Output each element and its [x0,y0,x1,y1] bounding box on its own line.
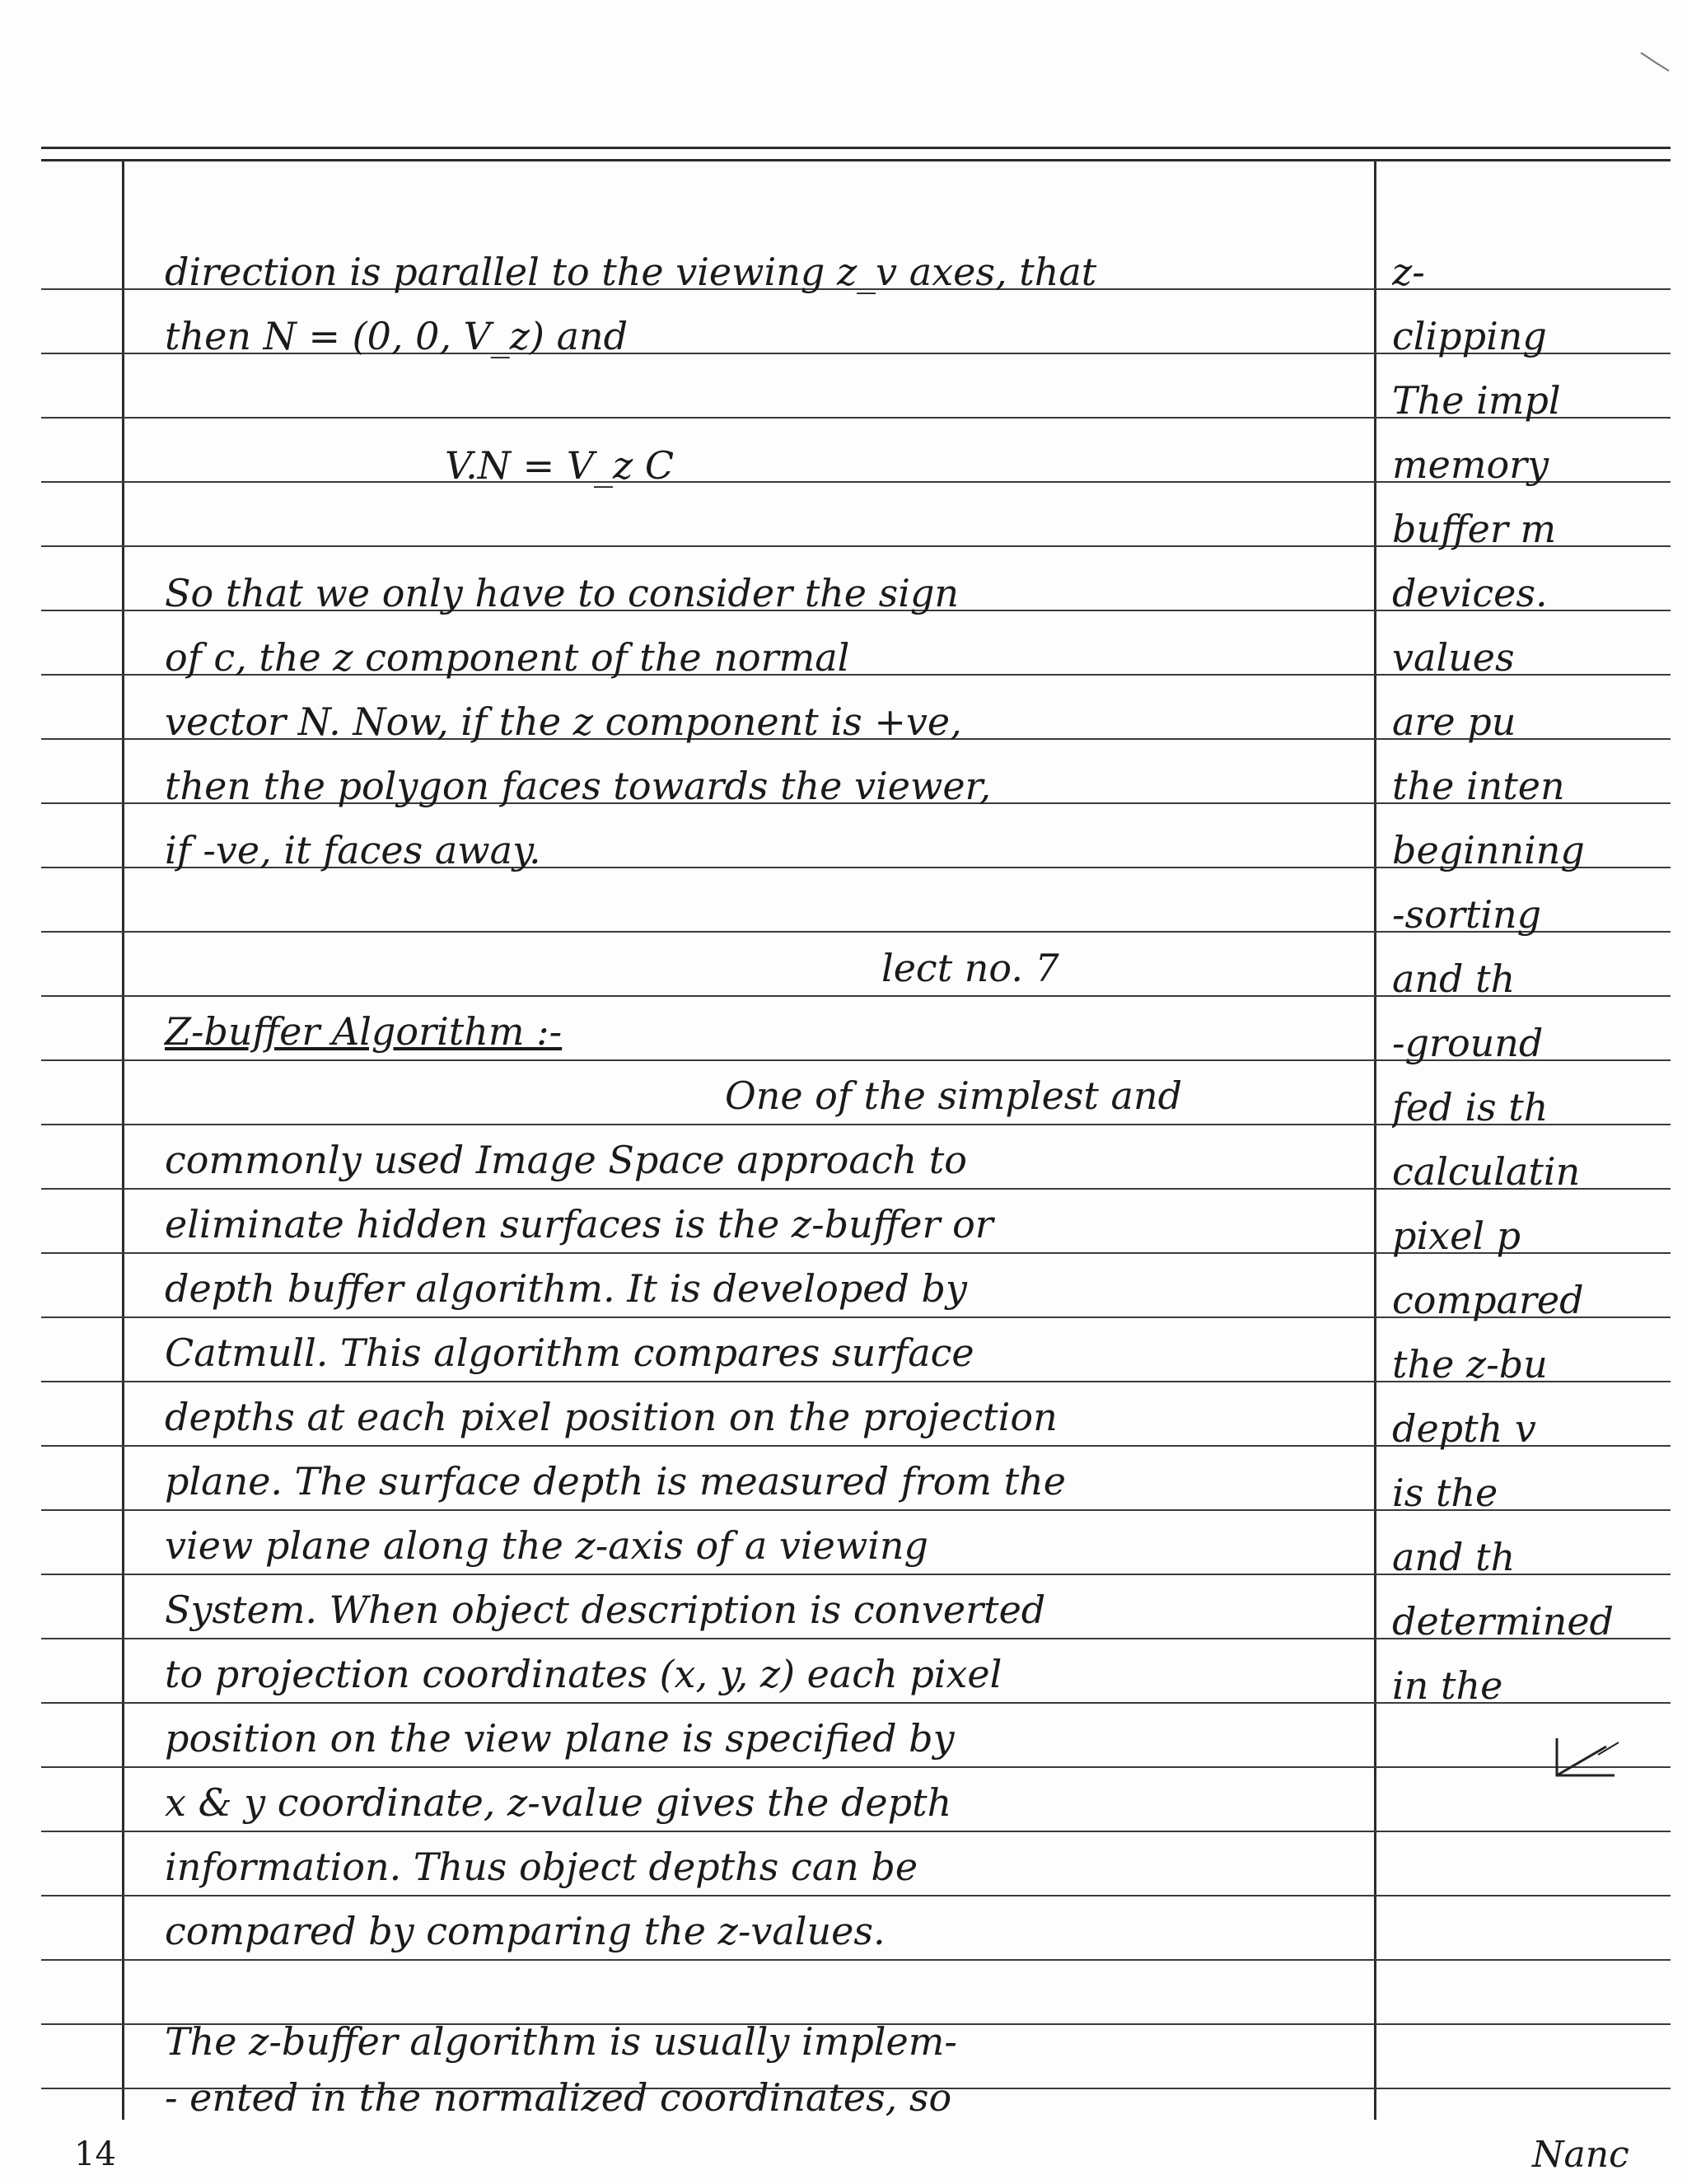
margin-text-line: buffer m [1392,507,1557,551]
margin-text-line: values [1392,635,1515,680]
footer-fragment: Nanc [1532,2134,1629,2176]
section-heading: Z-buffer Algorithm :- [165,1009,563,1054]
header-rule [41,159,1671,161]
margin-text-line: clipping [1392,314,1547,358]
text-line: Catmull. This algorithm compares surface [165,1331,974,1375]
margin-text-line: are pu [1392,699,1516,744]
text-line: then the polygon faces towards the viewer, [165,764,992,808]
text-line: to projection coordinates (x, y, z) each pixel [165,1652,1002,1696]
margin-text-line: compared [1392,1278,1584,1322]
margin-text-line: and th [1392,1535,1516,1579]
margin-text-line: the z-bu [1392,1342,1548,1387]
margin-text-line: The impl [1392,378,1561,423]
header-rule [41,147,1671,149]
margin-text-line: the inten [1392,764,1565,808]
text-line: of c, the z component of the normal [165,635,850,680]
margin-text-line: beginning [1392,828,1585,872]
margin-sketch [1549,1730,1623,1788]
margin-text-line: -ground [1392,1021,1544,1065]
text-line: So that we only have to consider the sign [165,571,960,615]
text-line: information. Thus object depths can be [165,1845,918,1889]
text-line: eliminate hidden surfaces is the z-buffer or [165,1202,993,1246]
text-line: depth buffer algorithm. It is developed by [165,1266,967,1311]
text-line: if -ve, it faces away. [165,828,541,872]
margin-text-line: fed is th [1392,1085,1549,1129]
text-line: System. When object description is converted [165,1588,1046,1632]
margin-text-line: pixel p [1392,1214,1521,1258]
text-line: view plane along the z-axis of a viewing [165,1523,929,1568]
margin-text-line: calculatin [1392,1149,1581,1194]
ruled-line [41,1895,1671,1896]
margin-text-line: and th [1392,956,1516,1001]
text-line: then N = (0, 0, V_z) and [165,314,629,358]
text-line: position on the view plane is specified by [165,1716,955,1761]
text-line: depths at each pixel position on the projection [165,1395,1058,1439]
margin-text-line: is the [1392,1471,1498,1515]
ruled-line [41,1959,1671,1961]
text-line: One of the simplest and [725,1073,1183,1118]
margin-text-line: depth v [1392,1406,1536,1451]
margin-text-line: devices. [1392,571,1548,615]
ruled-line [41,1831,1671,1832]
text-line: commonly used Image Space approach to [165,1138,967,1182]
margin-text-line: in the [1392,1663,1503,1708]
left-margin-line [122,159,124,2120]
text-line: The z-buffer algorithm is usually implem- [165,2019,957,2064]
margin-text-line: memory [1392,442,1549,487]
right-margin-line [1374,159,1376,2120]
text-line: vector N. Now, if the z component is +ve, [165,699,962,744]
text-line: x & y coordinate, z-value gives the depth [165,1780,952,1825]
text-line: direction is parallel to the viewing z_v axes, that [165,250,1097,294]
page-number: 14 [74,2135,116,2173]
lecture-number: lect no. 7 [881,946,1059,990]
text-line: plane. The surface depth is measured from the [165,1459,1066,1504]
margin-text-line: -sorting [1392,892,1542,937]
margin-text-line: determined [1392,1599,1614,1644]
text-line: compared by comparing the z-values. [165,1909,886,1953]
equation-line: V.N = V_z C [445,443,675,488]
ruled-line [41,1766,1671,1768]
corner-scribble [1639,49,1672,74]
text-line: - ented in the normalized coordinates, so [165,2075,952,2120]
margin-text-line: z- [1392,250,1425,294]
